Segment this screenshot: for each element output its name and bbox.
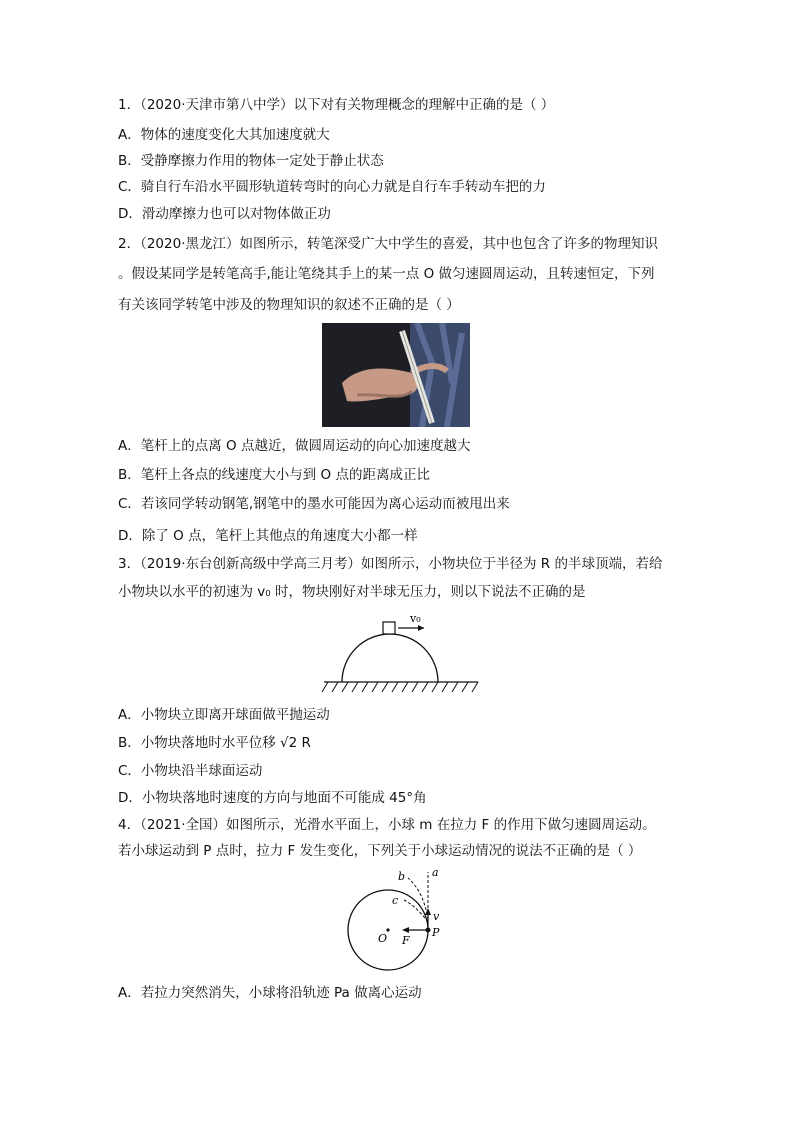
hemisphere-diagram — [318, 612, 482, 696]
q4-stem-line-1: 4．（2021·全国）如图所示，光滑水平面上，小球 m 在拉力 F 的作用下做匀速圆周运动。 — [118, 817, 656, 833]
q2-option-d: D．除了 O 点，笔杆上其他点的角速度大小都一样 — [118, 528, 418, 544]
q4-option-a: A．若拉力突然消失，小球将沿轨迹 Pa 做离心运动 — [118, 985, 422, 1001]
label-c: c — [392, 894, 399, 907]
q3-option-d: D．小物块落地时速度的方向与地面不可能成 45°角 — [118, 790, 427, 806]
v0-label: v₀ — [410, 612, 421, 625]
q2-stem-line-3: 有关该同学转笔中涉及的物理知识的叙述不正确的是（ ） — [118, 297, 460, 313]
q4-stem-line-2: 若小球运动到 P 点时，拉力 F 发生变化，下列关于小球运动情况的说法不正确的是（ ） — [118, 843, 642, 859]
q2-option-b: B．笔杆上各点的线速度大小与到 O 点的距离成正比 — [118, 467, 430, 483]
label-f: F — [402, 934, 410, 947]
q2-option-a: A．笔杆上的点离 O 点越近，做圆周运动的向心加速度越大 — [118, 438, 471, 454]
q2-stem-line-1: 2．（2020·黑龙江）如图所示，转笔深受广大中学生的喜爱，其中也包含了许多的物理知识 — [118, 236, 658, 252]
label-b: b — [398, 870, 406, 883]
q1-stem: 1．（2020·天津市第八中学）以下对有关物理概念的理解中正确的是（ ） — [118, 97, 555, 113]
q3-stem-line-1: 3．（2019·东台创新高级中学高三月考）如图所示，小物块位于半径为 R 的半球顶端，若给 — [118, 556, 663, 572]
q2-stem-line-2: 。假设某同学是转笔高手,能让笔绕其手上的某一点 O 做匀速圆周运动，且转速恒定，下列 — [118, 266, 655, 282]
q3-stem-line-2: 小物块以水平的初速为 v₀ 时，物块刚好对半球无压力，则以下说法不正确的是 — [118, 584, 586, 600]
label-p: P — [432, 926, 440, 939]
q1-option-a: A．物体的速度变化大其加速度就大 — [118, 127, 330, 143]
q2-option-c: C．若该同学转动钢笔,钢笔中的墨水可能因为离心运动而被甩出来 — [118, 496, 510, 512]
q1-option-b: B．受静摩擦力作用的物体一定处于静止状态 — [118, 153, 384, 169]
q3-option-c: C．小物块沿半球面运动 — [118, 763, 263, 779]
label-o: O — [378, 932, 388, 945]
circular-motion-diagram — [346, 864, 452, 976]
label-a: a — [432, 866, 439, 879]
q3-option-b: B．小物块落地时水平位移 √2 R — [118, 735, 311, 751]
q3-option-a: A．小物块立即离开球面做平抛运动 — [118, 707, 330, 723]
q1-option-d: D．滑动摩擦力也可以对物体做正功 — [118, 206, 331, 222]
label-v: v — [433, 910, 440, 923]
q1-option-c: C．骑自行车沿水平圆形轨道转弯时的向心力就是自行车手转动车把的力 — [118, 179, 546, 195]
pen-spinning-photo — [322, 323, 470, 427]
